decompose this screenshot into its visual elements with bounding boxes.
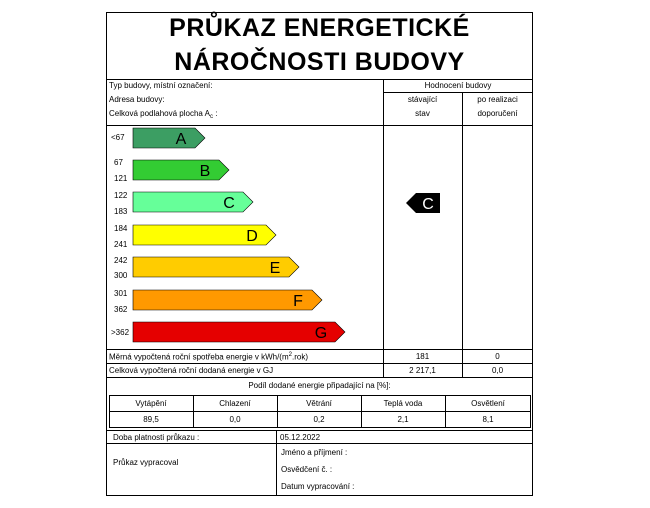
po-realizaci-label-2: doporučení	[477, 109, 518, 118]
divider	[106, 363, 533, 364]
class-letter-e: E	[269, 260, 281, 277]
range-e-top: 242	[114, 256, 128, 265]
author-name-label: Jméno a příjmení :	[281, 448, 348, 457]
range-a-top: <67	[111, 133, 125, 142]
share-value-vetrani: 0,2	[313, 415, 325, 424]
class-letter-d: D	[246, 228, 258, 245]
specific-consumption-label: Měrná vypočtená roční spotřeba energie v kWh/$(m^2.rok)$	[109, 352, 308, 362]
divider	[106, 430, 533, 431]
share-title: Podíl dodané energie připadající na [%]:	[248, 381, 391, 390]
range-d-bottom: 241	[114, 240, 128, 249]
divider	[109, 411, 531, 412]
class-arrow-b	[133, 160, 229, 180]
author-cert-label: Osvědčení č. :	[281, 465, 333, 474]
class-letter-b: B	[199, 163, 211, 180]
class-letter-f: F	[293, 293, 303, 310]
share-header-vetrani: Větrání	[306, 399, 332, 408]
class-arrow-a	[133, 128, 205, 148]
po-realizaci-label-1: po realizaci	[477, 95, 518, 104]
class-letter-g: G	[314, 325, 328, 342]
class-arrow-g	[133, 322, 345, 342]
range-e-bottom: 300	[114, 271, 128, 280]
share-value-tepla-voda: 2,1	[397, 415, 409, 424]
range-f-bottom: 362	[114, 305, 128, 314]
hodnoceni-header: Hodnocení budovy	[424, 81, 492, 90]
range-f-top: 301	[114, 289, 128, 298]
share-header-tepla-voda: Teplá voda	[383, 399, 423, 408]
range-b-bottom: 121	[114, 174, 128, 183]
total-energy-current: 2 217,1	[409, 366, 436, 375]
range-c-top: 122	[114, 191, 128, 200]
range-d-top: 184	[114, 224, 128, 233]
share-header-chlazeni: Chlazení	[219, 399, 251, 408]
title-line-1: PRŮKAZ ENERGETICKÉ	[169, 14, 470, 42]
author-label: Průkaz vypracoval	[113, 458, 179, 467]
label-plocha: Celková podlahová plocha $A_c$ :	[109, 109, 218, 120]
total-energy-after: 0,0	[491, 366, 504, 375]
current-rating-letter: C	[422, 196, 434, 213]
stavajici-label-2: stav	[415, 109, 430, 118]
validity-value: 05.12.2022	[280, 433, 321, 442]
total-energy-label: Celková vypočtená roční dodaná energie v GJ	[109, 366, 274, 375]
class-arrow-c	[133, 192, 253, 212]
divider	[106, 443, 533, 444]
share-value-chlazeni: 0,0	[229, 415, 241, 424]
range-g-top: >362	[111, 328, 130, 337]
label-adresa: Adresa budovy:	[109, 95, 165, 104]
share-value-osvetleni: 8,1	[482, 415, 494, 424]
range-c-bottom: 183	[114, 207, 128, 216]
label-typ-budovy: Typ budovy, místní označení:	[109, 81, 213, 90]
class-letter-a: A	[175, 131, 187, 148]
column-divider	[276, 430, 277, 496]
specific-consumption-current: 181	[415, 352, 430, 361]
class-letter-c: C	[223, 195, 235, 212]
share-header-vytapeni: Vytápění	[135, 399, 167, 408]
divider	[106, 349, 533, 350]
stavajici-label-1: stávající	[407, 95, 438, 104]
validity-label: Doba platnosti průkazu :	[113, 433, 200, 442]
title-line-2: NÁROČNOSTI BUDOVY	[174, 48, 465, 76]
share-header-osvetleni: Osvětlení	[471, 399, 505, 408]
share-value-vytapeni: 89,5	[143, 415, 159, 424]
range-b-top: 67	[114, 158, 123, 167]
specific-consumption-after: 0	[495, 352, 500, 361]
author-date-label: Datum vypracování :	[281, 482, 355, 491]
divider	[106, 377, 533, 378]
